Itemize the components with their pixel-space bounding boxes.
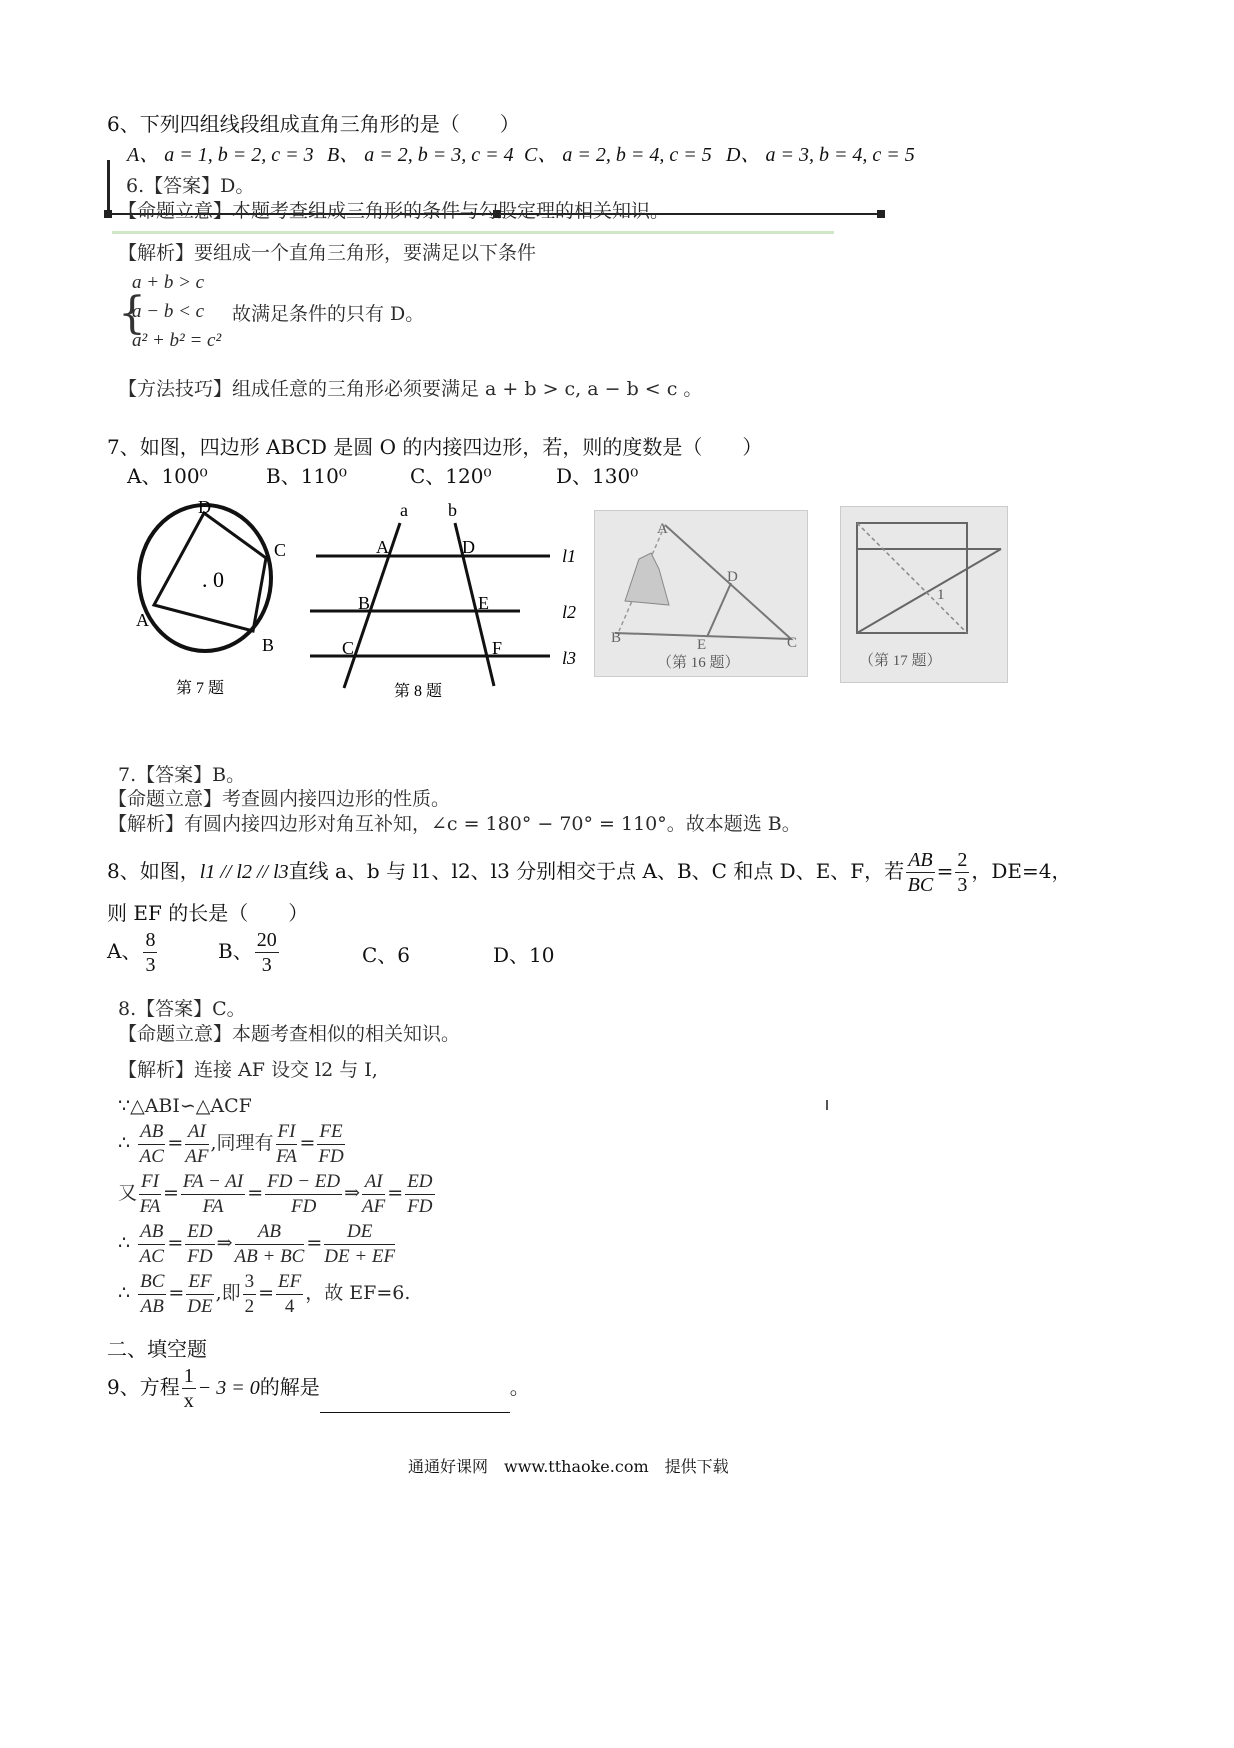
fig17-caption: （第 17 题） (859, 653, 942, 669)
fig8-label-point-e: E (478, 593, 489, 613)
q6-tip: 【方法技巧】组成任意的三角形必须要满足 a + b > c, a − b < c 。 (118, 378, 703, 400)
q7-stem: 7、如图，四边形 ABCD 是圆 O 的内接四边形，若，则的度数是（ ） (107, 435, 763, 459)
page-footer: 通通好课网 www.tthaoke.com 提供下载 (408, 1457, 729, 1476)
q8-option-b: B、 $\frac{20}{3}$ (218, 929, 277, 976)
q7-option-b: B、110⁰ (266, 464, 347, 488)
q8-stem-c: ，DE=4， (971, 859, 1072, 883)
q6-option-a: A、 a = 1, b = 2, c = 3 (127, 144, 314, 166)
q8-analysis: 【解析】连接 AF 设交 l2 与 I, (118, 1059, 378, 1081)
fig16-label-c: C (787, 635, 798, 651)
fig8-label-point-a: A (376, 537, 389, 557)
q9-answer-blank[interactable] (320, 1392, 510, 1413)
q7-analysis: 【解析】有圆内接四边形对角互补知，∠c = 180° − 70° = 110°。故本题选 B。 (108, 813, 801, 835)
q6-option-b: B、 a = 2, b = 3, c = 4 (327, 144, 514, 166)
fig8-label-point-d: D (462, 537, 475, 557)
fig7-label-a: A (136, 610, 149, 630)
q9-stem: 9、方程 $\frac{1}{x}$ − 3 = 0的解是 。 (107, 1365, 530, 1412)
q7-option-d: D、130⁰ (556, 464, 639, 488)
q6-conclusion: 故满足条件的只有 D。 (232, 303, 425, 325)
handle-mark-left (104, 210, 112, 218)
q8-step5: ∴ $\frac{BC}{AB}$ = $\frac{EF}{DE}$ ,即 $\frac{3}{2}$ = $\frac{EF}{4}$ ，故 EF=6. (118, 1270, 411, 1317)
q6-condition-1: a + b > c (132, 272, 205, 293)
fig7-diagram (120, 495, 320, 700)
fig16-label-d: D (727, 569, 738, 585)
fig8-label-point-c: C (342, 638, 355, 658)
q7-option-a: A、100⁰ (127, 464, 208, 488)
q8-ratio-2-3: $\frac{2}{3}$ (957, 849, 968, 896)
q7-answer: 7.【答案】B。 (118, 764, 246, 786)
q6-answer: 6.【答案】D。 (126, 175, 255, 197)
fig17-photo (840, 506, 1008, 683)
fig16-label-b: B (611, 630, 622, 646)
q8-intent: 【命题立意】本题考查相似的相关知识。 (118, 1023, 461, 1045)
fig8-label-b-line: b (448, 500, 457, 520)
q6-stem: 6、下列四组线段组成直角三角形的是（ ） (107, 112, 520, 136)
section-fill-blank-title: 二、填空题 (107, 1337, 207, 1361)
fig7-caption: 第 7 题 (176, 680, 225, 697)
fig8-label-l1: l1 (562, 546, 577, 566)
fig7-label-b: B (262, 635, 275, 655)
q8-answer: 8.【答案】C。 (118, 998, 246, 1020)
fig7-label-o: . 0 (202, 567, 224, 592)
q8-option-d: D、10 (493, 943, 555, 967)
fig16-photo (594, 510, 808, 677)
q7-intent: 【命题立意】考查圆内接四边形的性质。 (108, 788, 451, 810)
q8-stem-line1: 8、如图，l1 // l2 // l3直线 a、b 与 l1、l2、l3 分别相交于点 A、B、C 和点 D、E、F，若 $\frac{AB}{BC}$ = $\frac{2}{3}$ ，DE=4， (107, 849, 1072, 896)
q6-answer-bracket (107, 160, 110, 216)
fig7-label-c: C (274, 540, 287, 560)
q8-option-a: A、 $\frac{8}{3}$ (107, 929, 156, 976)
fig8-line-a (344, 523, 400, 688)
q6-condition-2: a − b < c (132, 301, 205, 322)
q8-stem-a: 8、如图， (107, 859, 200, 883)
q8-step4: ∴ $\frac{AB}{AC}$ = $\frac{ED}{FD}$ ⇒ $\frac{AB}{AB + BC}$ = $\frac{DE}{DE + EF}$ (118, 1220, 396, 1267)
fig8-label-l2: l2 (562, 602, 577, 622)
handle-mark-right (877, 210, 885, 218)
q8-stem-b: 直线 a、b 与 l1、l2、l3 分别相交于点 A、B、C 和点 D、E、F，若 (288, 859, 905, 883)
q8-stem-d: 则 EF 的长是（ ） (107, 901, 309, 925)
q8-step1: ∵△ABI∽△ACF (118, 1095, 252, 1117)
q6-green-separator (112, 231, 834, 234)
q6-brace: { (118, 288, 146, 339)
fig17-label-1: 1 (937, 587, 945, 603)
fig8-caption: 第 8 题 (394, 683, 443, 700)
fig8-diagram (300, 498, 590, 703)
q8-parallel: l1 // l2 // l3 (199, 861, 289, 883)
q6-condition-3: a² + b² = c² (132, 330, 222, 351)
fig16-label-e: E (697, 637, 707, 653)
stray-mark (826, 1100, 828, 1110)
q6-analysis: 【解析】要组成一个直角三角形，要满足以下条件 (118, 242, 537, 264)
q8-option-c: C、6 (362, 943, 411, 967)
q6-intent: 【命题立意】本题考查组成三角形的条件与勾股定理的相关知识。 (118, 200, 670, 222)
fig7-label-d: D (198, 497, 211, 517)
q7-option-c: C、120⁰ (410, 464, 492, 488)
q8-step2: ∴ $\frac{AB}{AC}$ = $\frac{AI}{AF}$ ,同理有 $\frac{FI}{FA}$ = $\frac{FE}{FD}$ (118, 1120, 344, 1167)
q8-step3: 又 $\frac{FI}{FA}$ = $\frac{FA - AI}{FA}$ = $\frac{FD - ED}{FD}$ ⇒ $\frac{AI}{AF}$ = $\frac{ED}{FD}$ (118, 1170, 433, 1217)
fig8-label-a-line: a (400, 500, 408, 520)
q6-option-d: D、 a = 3, b = 4, c = 5 (726, 144, 915, 166)
fig8-label-point-f: F (492, 638, 503, 658)
q6-option-c: C、 a = 2, b = 4, c = 5 (524, 144, 712, 166)
fig8-label-l3: l3 (562, 648, 577, 668)
fig8-label-point-b: B (358, 593, 371, 613)
fig16-caption: （第 16 题） (657, 655, 740, 671)
fig16-label-a: A (657, 521, 668, 537)
q8-ratio-ab-bc: $\frac{AB}{BC}$ (907, 849, 934, 896)
